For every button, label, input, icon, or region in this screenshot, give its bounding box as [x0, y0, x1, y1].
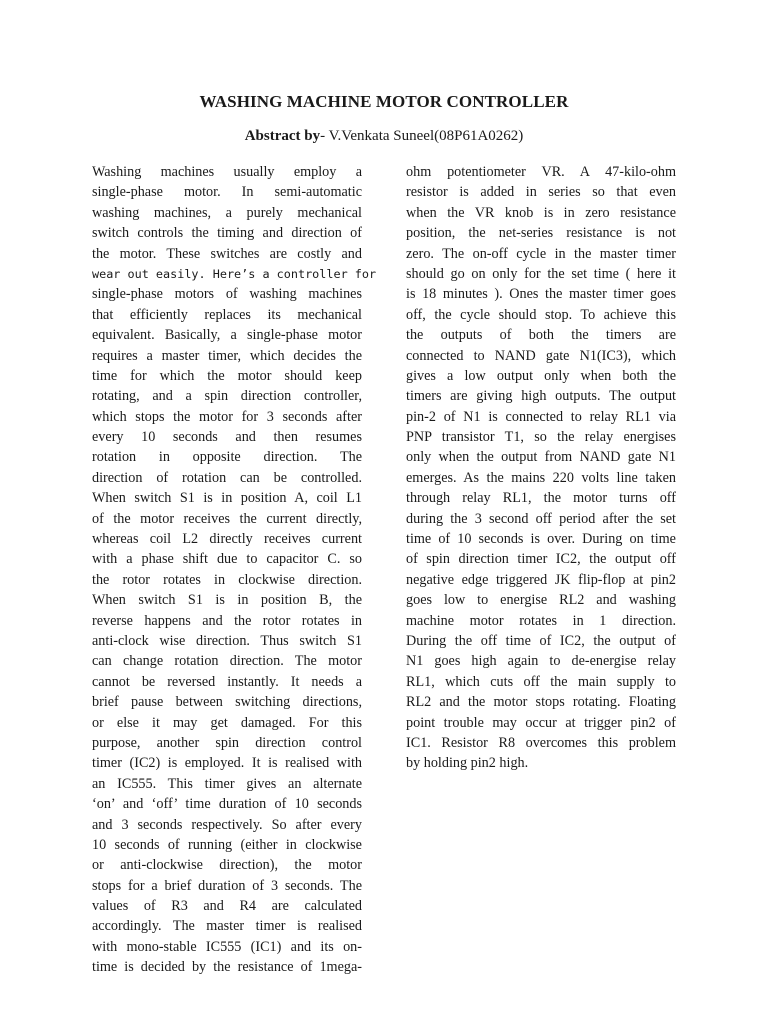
text-line: or anti-clockwise direction), the motor — [92, 857, 362, 874]
text-line: single-phase motors of washing machines — [92, 286, 362, 303]
text-line: Washing machines usually employ a — [92, 164, 362, 180]
text-line: with a phase shift due to capacitor C. so — [92, 551, 362, 568]
byline-label: Abstract by — [244, 128, 321, 144]
text-line: machine motor rotates in 1 direction. — [406, 612, 676, 629]
text-line: zero. The on-off cycle in the master timer — [406, 245, 676, 262]
text-line: and 3 seconds respectively. So after every — [92, 816, 362, 833]
text-line: should go on only for the set time ( here it — [406, 265, 676, 282]
text-line: off, the cycle should stop. To achieve this — [406, 306, 676, 323]
text-line: ‘on’ and ‘off’ time duration of 10 seconds — [92, 796, 362, 813]
text-line: is 18 minutes ). Ones the master timer goes — [406, 286, 676, 303]
byline-author: - V.Venkata Suneel(08P61A0262) — [320, 128, 524, 144]
text-line — [92, 264, 377, 284]
text-line: washing machines, a purely mechanical — [92, 204, 362, 221]
text-line: timer (IC2) is employed. It is realised with — [92, 755, 362, 772]
text-line: accordingly. The master timer is realised — [92, 918, 362, 935]
text-line: position, the net-series resistance is not — [406, 225, 676, 242]
text-segment: wear out easily. — [92, 266, 213, 281]
text-line: equivalent. Basically, a single-phase motor — [92, 327, 362, 344]
text-line: rotating, and a spin direction controller, — [92, 388, 362, 405]
text-line: When switch S1 is in position B, the — [92, 592, 362, 609]
text-line: an IC555. This timer gives an alternate — [92, 775, 362, 792]
text-line: the motor. These switches are costly and — [92, 245, 362, 262]
text-line: N1 goes high again to de-energise relay — [406, 653, 676, 670]
text-line: cannot be reversed instantly. It needs a — [92, 673, 362, 690]
text-line: IC1. Resistor R8 overcomes this problem — [406, 734, 676, 751]
text-line: stops for a brief duration of 3 seconds. The — [92, 877, 362, 894]
text-line: reverse happens and the rotor rotates in — [92, 612, 362, 629]
text-line: pin-2 of N1 is connected to relay RL1 via — [406, 408, 676, 425]
text-line: gives a low output only when both the — [406, 367, 676, 384]
text-line: RL2 and the motor stops rotating. Floating — [406, 694, 676, 711]
text-line: requires a master timer, which decides the — [92, 347, 362, 364]
text-line: rotation in opposite direction. The — [92, 449, 362, 466]
document-title: WASHING MACHINE MOTOR CONTROLLER — [199, 92, 569, 111]
text-line: values of R3 and R4 are calculated — [92, 898, 362, 915]
text-line: whereas coil L2 directly receives current — [92, 531, 362, 548]
text-line: RL1, which cuts off the main supply to — [406, 673, 676, 690]
text-segment: Here’s a controller for — [212, 266, 377, 281]
text-line: which stops the motor for 3 seconds after — [92, 408, 362, 425]
text-line: resistor is added in series so that even — [406, 184, 676, 201]
text-line: ohm potentiometer VR. A 47-kilo-ohm — [406, 164, 676, 180]
text-line: of spin direction timer IC2, the output off — [406, 551, 676, 568]
text-line: the rotor rotates in clockwise direction. — [92, 571, 362, 588]
text-line: brief pause between switching directions, — [92, 694, 362, 711]
text-line: time is decided by the resistance of 1mega- — [92, 959, 362, 976]
text-line: of the motor receives the current directly, — [92, 510, 362, 527]
text-line: can change rotation direction. The motor — [92, 653, 362, 670]
text-line: through relay RL1, the motor turns off — [406, 490, 676, 507]
text-line: point trouble may occur at trigger pin2 of — [406, 714, 676, 731]
text-line: anti-clock wise direction. Thus switch S1 — [92, 632, 362, 649]
byline — [0, 128, 768, 145]
text-line: timers are giving high outputs. The output — [406, 388, 676, 405]
right-column — [406, 162, 676, 774]
left-column — [92, 162, 377, 978]
text-line: When switch S1 is in position A, coil L1 — [92, 490, 362, 507]
text-line: or else it may get damaged. For this — [92, 714, 362, 731]
text-line: the outputs of both the timers are — [406, 327, 676, 344]
text-line: every 10 seconds and then resumes — [92, 429, 362, 446]
text-line: PNP transistor T1, so the relay energises — [406, 429, 676, 446]
text-line: when the VR knob is in zero resistance — [406, 204, 676, 221]
text-line: emerges. As the mains 220 volts line taken — [406, 469, 676, 486]
text-line: direction of rotation can be controlled. — [92, 469, 362, 486]
text-line: time of 10 seconds is over. During on time — [406, 531, 676, 548]
text-line: that efficiently replaces its mechanical — [92, 306, 362, 323]
text-line: during the 3 second off period after the set — [406, 510, 676, 527]
text-line: negative edge triggered JK flip-flop at pin2 — [406, 571, 676, 588]
text-line: goes low to energise RL2 and washing — [406, 592, 676, 609]
text-line: purpose, another spin direction control — [92, 734, 362, 751]
text-line: with mono-stable IC555 (IC1) and its on- — [92, 938, 362, 955]
text-line: 10 seconds of running (either in clockwise — [92, 836, 362, 853]
text-line: single-phase motor. In semi-automatic — [92, 184, 362, 201]
text-line: by holding pin2 high. — [406, 755, 529, 772]
text-line: time for which the motor should keep — [92, 367, 362, 384]
text-line: only when the output from NAND gate N1 — [406, 449, 676, 466]
text-line: connected to NAND gate N1(IC3), which — [406, 347, 676, 364]
text-line: switch controls the timing and direction of — [92, 225, 362, 242]
text-line: During the off time of IC2, the output of — [406, 632, 676, 649]
